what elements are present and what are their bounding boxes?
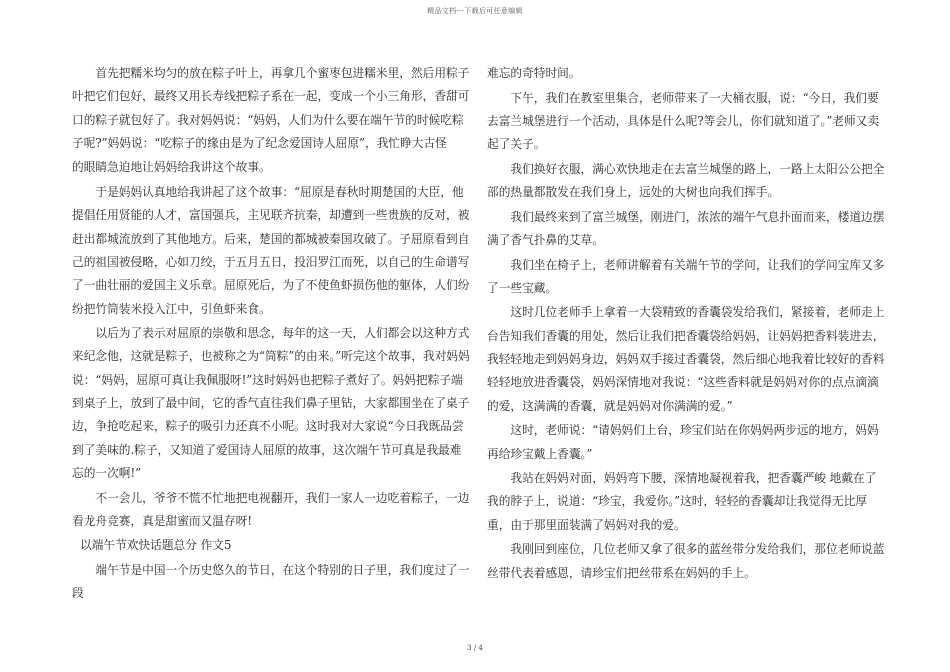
paragraph: 我们最终来到了富兰城堡，刚进门，浓浓的端午气息扑面而来，楼道边摆满了香气扑鼻的艾草。 [487,209,885,247]
paragraph: 以后为了表示对屈原的崇敬和思念，每年的这一天，人们都会以这种方式来纪念他，这就是粽子，也被称之为“筒粽”的由来。”听完这个故事，我对妈妈说：“妈妈，屈原可真让我佩服呀!”这时妈妈也把粽子煮好了。妈妈把粽子端到桌子上，放到了最中间，它的香气直往我们鼻子里钻，大家都围坐在了桌子边，争抢吃起来，粽子的吸引力还真不小呢。这时我对大家说“今日我既品尝到了美味的.粽子，又知道了爱国诗人屈原的故事，这次端午节可真是我最难忘的一次啊!” [72,326,470,480]
paragraph: 下午，我们在教室里集合，老师带来了一大桶衣服，说：“今日，我们要去富兰城堡进行一个活动，具体是什么呢?等会儿，你们就知道了。”老师又卖起了关子。 [487,90,880,152]
paragraph: 难忘的奇特时间。 [487,66,581,80]
paragraph: 于是妈妈认真地给我讲起了这个故事：“屈原是春秋时期楚国的大臣，他提倡任用贤能的人才，富国强兵，主见联齐抗秦，却遭到一些贵族的反对，被赶出都城流放到了其他地方。后来，楚国的都城被秦国攻破了。子屈原看到自己的祖国被侵略，心如刀绞，于五月五日，投汨罗江而死，以自己的生命谱写了一曲壮丽的爱国主义乐章。屈原死后，为了不使鱼虾损伤他的躯体，人们纷纷把竹筒装米投入江中，引鱼虾来食。 [72,185,470,316]
paragraph: 的眼睛急迫地让妈妈给我讲这个故事。 [72,160,271,175]
page-number: 3 / 4 [467,644,483,652]
left-column [72,62,470,607]
paragraph: 这时，老师说：“请妈妈们上台，珍宝们站在你妈妈两步远的地方，妈妈再给珍宝戴上香囊。” [487,423,879,461]
page-header: 精品文档---下载后可任意编辑 [427,7,523,15]
paragraph: 这时几位老师手上拿着一大袋精致的香囊袋发给我们，紧接着，老师走上台告知我们香囊的用处，然后让我们把香囊袋给妈妈，让妈妈把香料装进去，我轻轻地走到妈妈身边，妈妈双手接过香囊袋，然后细心地我着比较好的香料轻轻地放进香囊袋，妈妈深情地对我说：“这些香料就是妈妈对你的点点滴滴的爱，这满满的香囊，就是妈妈对你满满的爱。” [487,305,885,413]
right-column [487,62,885,586]
essay-title: 以端午节欢快话题总分 作文5 [80,538,232,553]
paragraph: 不一会儿，爷爷不慌不忙地把电视翻开，我们一家人一边吃着粽子，一边看龙舟竞赛，真是甜蜜而又温存呀! [72,490,470,528]
paragraph: 端午节是中国一个历史悠久的节日，在这个特别的日子里，我们度过了一段 [72,563,470,601]
paragraph: 我刚回到座位，几位老师又拿了很多的蓝丝带分发给我们，那位老师说蓝丝带代表着感恩，请珍宝们把丝带系在妈妈的手上。 [487,542,885,580]
paragraph: 首先把糯米均匀的放在粽子叶上，再拿几个蜜枣包进糯米里，然后用粽子叶把它们包好，最终又用长寿线把粽子系在一起，变成一个小三角形，香甜可口的粽子就包好了。我对妈妈说：“妈妈，人们为什么要在端午节的时候吃粽子呢?”妈妈说：“吃粽子的缘由是为了纪念爱国诗人屈原”，我忙睁大古怪 [72,66,470,150]
paragraph: 我站在妈妈对面，妈妈弯下腰，深情地凝视着我，把香囊严峻 地戴在了我的脖子上，说道：“珍宝，我爱你。”这时，轻轻的香囊却让我觉得无比厚重，由于那里面装满了妈妈对我的爱。 [487,471,877,532]
paragraph: 我们坐在椅子上，老师讲解着有关端午节的学问，让我们的学问宝库又多了一些宝藏。 [487,257,885,295]
paragraph: 我们换好衣服，满心欢快地走在去富兰城堡的路上，一路上太阳公公把全部的热量都散发在我们身上，远处的大树也向我们挥手。 [487,161,885,200]
